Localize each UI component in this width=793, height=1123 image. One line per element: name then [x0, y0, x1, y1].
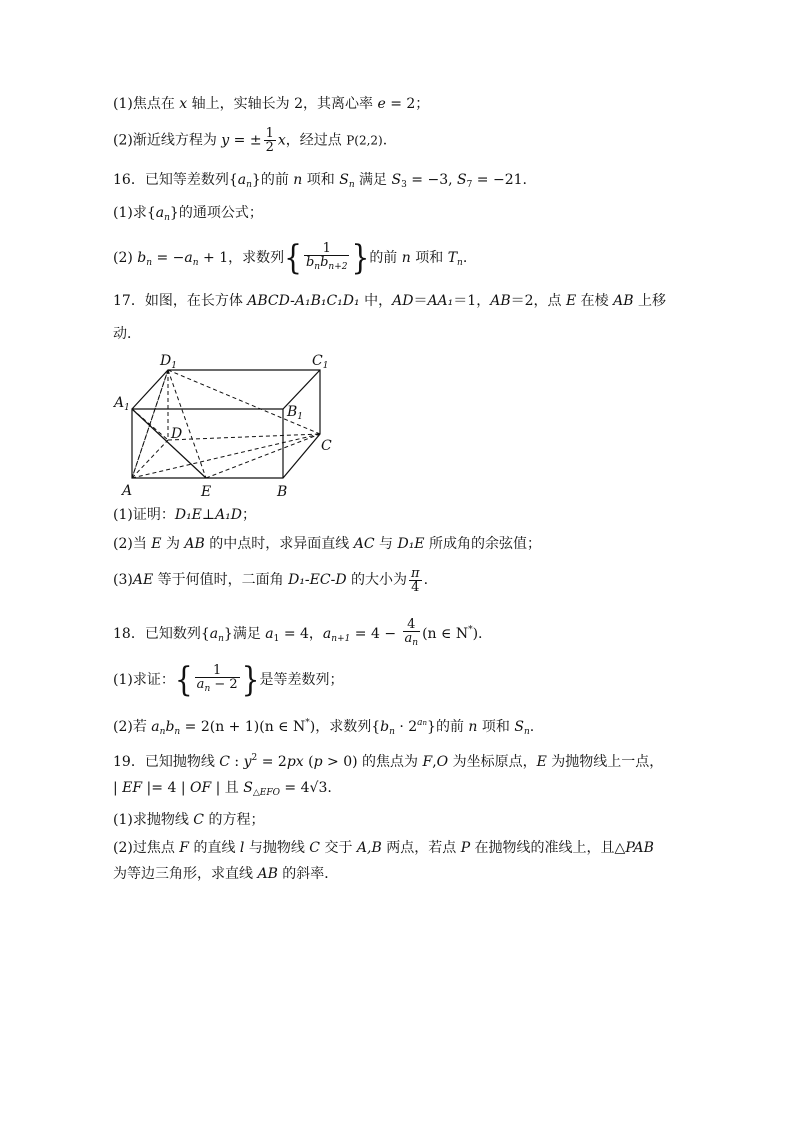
fraction: $\frac{4}{a_n}$ — [404, 617, 419, 648]
edge-ad — [132, 440, 168, 478]
part-1-line: (1)焦点在 x 轴上，实轴长为 2，其离心率 e = 2； — [113, 96, 430, 112]
problem-17-cont: 动． — [113, 326, 141, 342]
label-c1: $C_1$ — [312, 353, 329, 371]
label-b: B — [277, 484, 288, 500]
cuboid-edges — [132, 370, 320, 478]
problem-16-part-1: (1)求$\{a_n\}$的通项公式； — [113, 205, 263, 223]
problem-17-part-3: (3)AE 等于何值时，二面角 D₁-EC-D 的大小为 $\frac{\pi}{4}$ . — [113, 565, 429, 595]
line-ac — [132, 434, 320, 478]
problem-19-part-2: (2)过焦点 F 的直线 l 与抛物线 C 交于 A,B 两点，若点 P 在抛物线的准线上，且△PAB — [113, 840, 654, 856]
label-a1: $A_1$ — [114, 395, 130, 413]
problem-19-cont: | EF |= 4 | OF | 且 $S_{\triangle EFO} = 4√3$. — [113, 780, 332, 798]
problem-19-part-1: (1)求抛物线 C 的方程； — [113, 812, 265, 828]
problem-18-part-1: (1)求证：{ $\frac{1}{a_n - 2}$ }是等差数列； — [113, 659, 344, 700]
label-b1: $B_1$ — [287, 404, 304, 422]
problem-17-part-2: (2)当 E 为 AB 的中点时，求异面直线 AC 与 D₁E 所成角的余弦值； — [113, 536, 541, 552]
problem-17: 17．如图，在长方体 ABCD-A₁B₁C₁D₁ 中，AD＝AA₁＝1，AB＝2，点 E 在棱 AB 上移 — [113, 293, 666, 309]
problem-19: 19．已知抛物线 C : $y^2 = 2px$ (p > 0) 的焦点为 F,O 为坐标原点，E 为抛物线上一点， — [113, 753, 664, 770]
part-2-line: (2)渐近线方程为 y = ± $\frac{1}{2}$ x，经过点 P(2,2). — [113, 126, 388, 155]
label-d: D — [171, 426, 183, 442]
fraction: $\frac{1}{a_n - 2}$ — [196, 663, 238, 694]
fraction: $\frac{\pi}{4}$ — [411, 565, 420, 595]
problem-19-part-2-cont: 为等边三角形，求直线 AB 的斜率． — [113, 866, 339, 882]
problem-16-part-2: (2) $b_n = -a_n + 1$，求数列{ $\frac{1}{b_nb_{n+2}}$ }的前 n 项和 $T_n$. — [113, 237, 468, 278]
problem-18-part-2: (2)若 $a_nb_n = 2(n + 1)(n$ ∈ N*)，求数列$\{b_n \cdot 2^{an}\}$的前 n 项和 $S_n$. — [113, 718, 535, 737]
fraction: $\frac{1}{2}$ — [265, 126, 274, 155]
line-ec — [206, 434, 320, 478]
line-d1c — [168, 370, 320, 434]
fraction: $\frac{1}{b_nb_{n+2}}$ — [305, 241, 348, 272]
label-e: E — [201, 484, 212, 500]
problem-17-part-1: (1)证明：D₁E⊥A₁D； — [113, 507, 257, 523]
problem-18: 18．已知数列$\{a_n\}$满足 $a_1 = 4$，$a_{n+1} = 4$ − $\frac{4}{a_n}$ (n ∈ N*). — [113, 617, 483, 648]
label-d1: $D_1$ — [160, 353, 177, 371]
problem-16: 16．已知等差数列$\{a_n\}$的前 n 项和 $S_n$ 满足 $S_3 = -3$, $S_7 = -21$. — [113, 172, 527, 190]
label-a: A — [122, 483, 133, 499]
cuboid-figure — [108, 346, 348, 506]
label-c: C — [321, 438, 332, 454]
